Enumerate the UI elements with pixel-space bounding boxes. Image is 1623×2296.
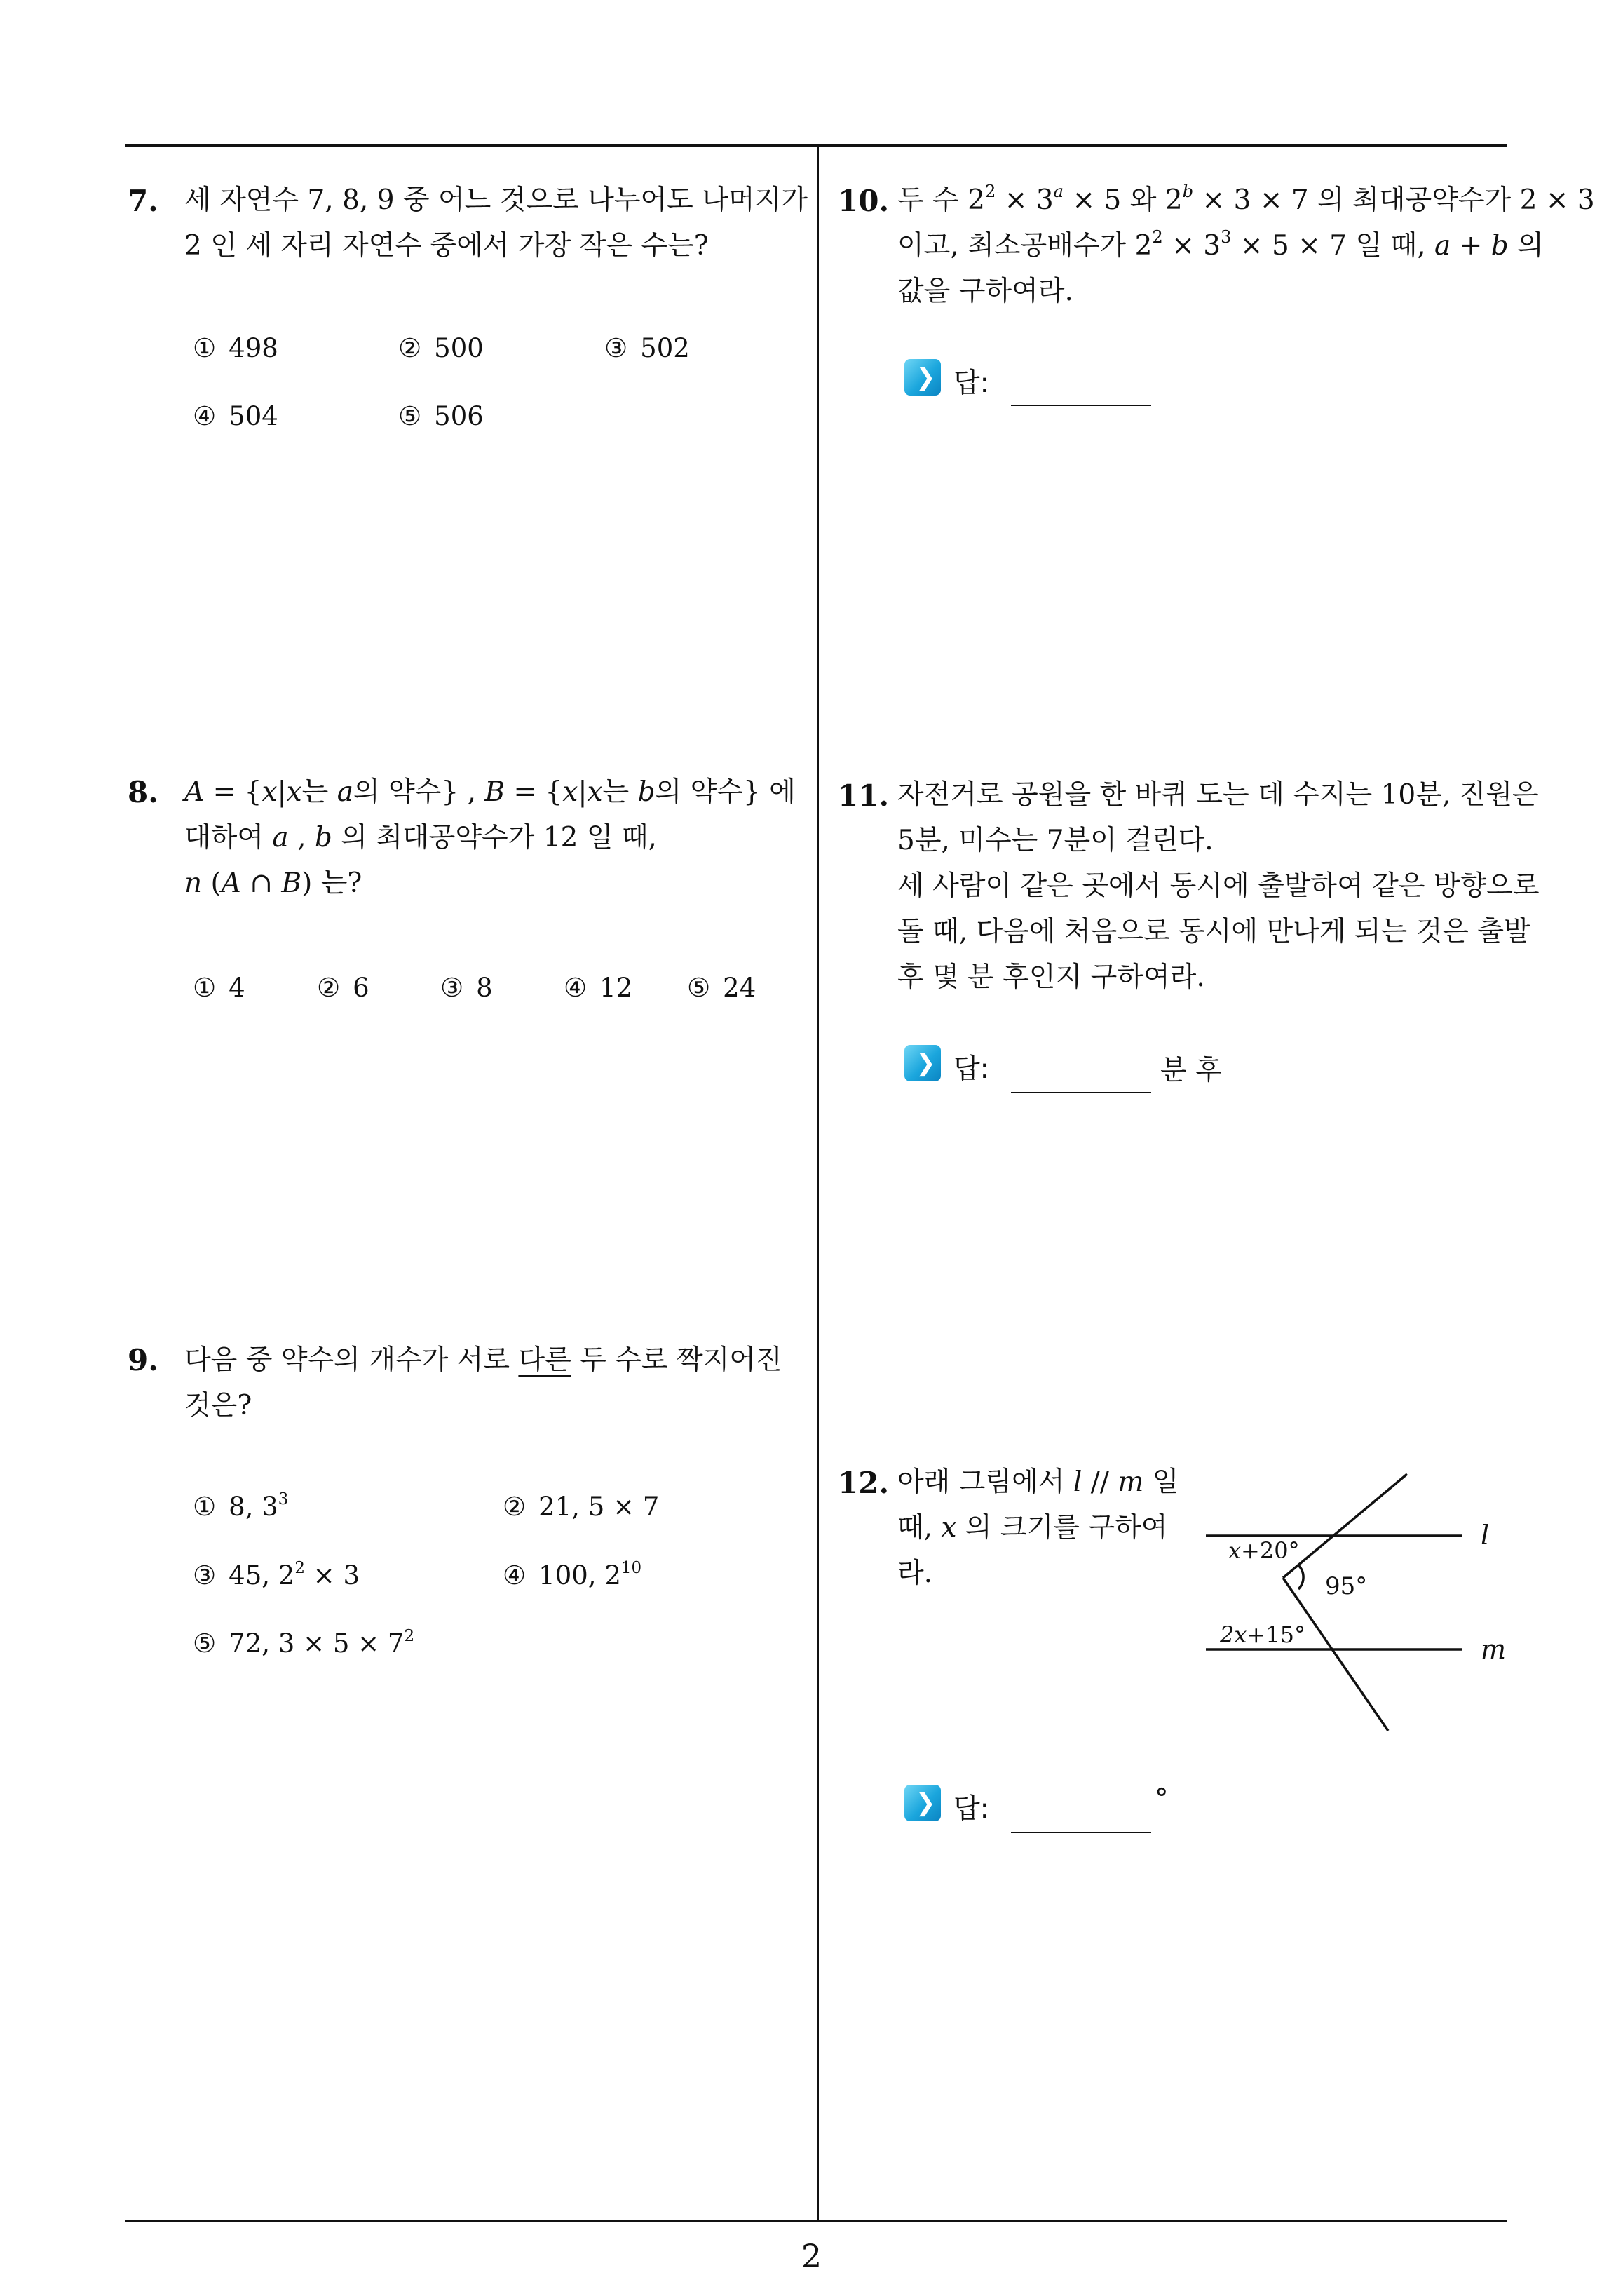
- question-text-line: 5분, 미수는 7분이 걸린다.: [897, 825, 1214, 856]
- top-rule: [125, 144, 1507, 147]
- question-number: 8.: [128, 775, 158, 809]
- question-text-line: 돌 때, 다음에 처음으로 동시에 만나게 되는 것은 출발: [897, 916, 1530, 947]
- choice-2[interactable]: ② 21, 5 × 7: [503, 1492, 660, 1522]
- choice-3[interactable]: ③ 502: [604, 333, 690, 363]
- choice-3[interactable]: ③ 45, $2^2 \times 3$: [193, 1558, 360, 1591]
- question-number: 12.: [838, 1466, 890, 1500]
- column-divider: [817, 144, 819, 2220]
- label-l: l: [1481, 1520, 1490, 1551]
- answer-unit: 분 후: [1160, 1055, 1222, 1086]
- answer-label: 답:: [953, 1053, 989, 1085]
- choice-2[interactable]: ② 500: [398, 333, 484, 363]
- answer-label: 답:: [953, 367, 989, 399]
- choice-1[interactable]: ① 8, $3^3$: [193, 1490, 289, 1522]
- question-text-line: 값을 구하여라.: [897, 276, 1073, 307]
- question-number: 9.: [128, 1343, 158, 1377]
- question-text-line: 라.: [897, 1558, 933, 1589]
- question-text-line: 세 사람이 같은 곳에서 동시에 출발하여 같은 방향으로: [897, 870, 1540, 902]
- answer-arrow-icon: ❯: [904, 1785, 941, 1821]
- question-text-line: 두 수 $2^2 \times 3^a \times 5$ 와 $2^b \times 3 \times 7$ 의 최대공약수가 2 × 3: [897, 182, 1595, 216]
- page-number: 2: [801, 2237, 822, 2275]
- choice-3[interactable]: ③ 8: [440, 973, 493, 1003]
- question-number: 11.: [838, 778, 890, 813]
- choice-4[interactable]: ④ 12: [564, 973, 633, 1003]
- choice-5[interactable]: ⑤ 24: [687, 973, 756, 1003]
- choice-1[interactable]: ① 498: [193, 333, 278, 363]
- choice-5[interactable]: ⑤ 506: [398, 401, 484, 431]
- label-m: m: [1481, 1634, 1507, 1665]
- question-text-line: 2 인 세 자리 자연수 중에서 가장 작은 수는?: [184, 230, 709, 262]
- transversal-upper: [1283, 1474, 1407, 1578]
- question-text-line: 것은?: [184, 1390, 252, 1422]
- choice-4[interactable]: ④ 100, $2^{10}$: [503, 1558, 642, 1591]
- answer-unit: °: [1155, 1783, 1169, 1815]
- answer-blank[interactable]: [1011, 1832, 1151, 1833]
- choice-2[interactable]: ② 6: [317, 973, 369, 1003]
- choice-4[interactable]: ④ 504: [193, 401, 278, 431]
- answer-arrow-icon: ❯: [904, 1045, 941, 1081]
- question-text-line: 대하여 a , b 의 최대공약수가 12 일 때,: [184, 822, 657, 853]
- emphasis-underline: 다른: [518, 1344, 571, 1376]
- answer-blank[interactable]: [1011, 405, 1151, 406]
- transversal-lower: [1283, 1578, 1388, 1731]
- question-number: 7.: [128, 184, 158, 218]
- angle-label-mid: 95°: [1325, 1572, 1368, 1600]
- question-text-line: 때, x 의 크기를 구하여: [897, 1512, 1168, 1544]
- question-text-line: 아래 그림에서 l // m 일: [897, 1466, 1179, 1498]
- question-text-line: A = {x|x는 a의 약수} , B = {x|x는 b의 약수} 에: [184, 776, 796, 808]
- question-text-line: 이고, 최소공배수가 $2^2 \times 3^3 \times 5 \times 7$ 일 때, a + b 의: [897, 227, 1544, 262]
- question-text-line: 자전거로 공원을 한 바퀴 도는 데 수지는 10분, 진원은: [897, 779, 1539, 811]
- question-number: 10.: [838, 184, 890, 218]
- angle-arc-95: [1298, 1565, 1303, 1589]
- answer-blank[interactable]: [1011, 1092, 1151, 1093]
- parallel-lines-figure: [1192, 1459, 1514, 1746]
- question-text-line: 세 자연수 7, 8, 9 중 어느 것으로 나누어도 나머지가: [184, 184, 808, 216]
- bottom-rule: [125, 2220, 1507, 2222]
- angle-label-top: x+20°: [1228, 1537, 1300, 1564]
- answer-label: 답:: [953, 1793, 989, 1825]
- angle-label-bottom: 2x+15°: [1220, 1621, 1305, 1648]
- answer-arrow-icon: ❯: [904, 359, 941, 396]
- question-text-line: n (A ∩ B) 는?: [184, 867, 362, 899]
- choice-5[interactable]: ⑤ 72, $3 \times 5 \times 7^2$: [193, 1626, 415, 1659]
- choice-1[interactable]: ① 4: [193, 973, 245, 1003]
- question-text-line: 후 몇 분 후인지 구하여라.: [897, 961, 1205, 993]
- question-text-line: 다음 중 약수의 개수가 서로 다른 두 수로 짝지어진: [184, 1344, 782, 1376]
